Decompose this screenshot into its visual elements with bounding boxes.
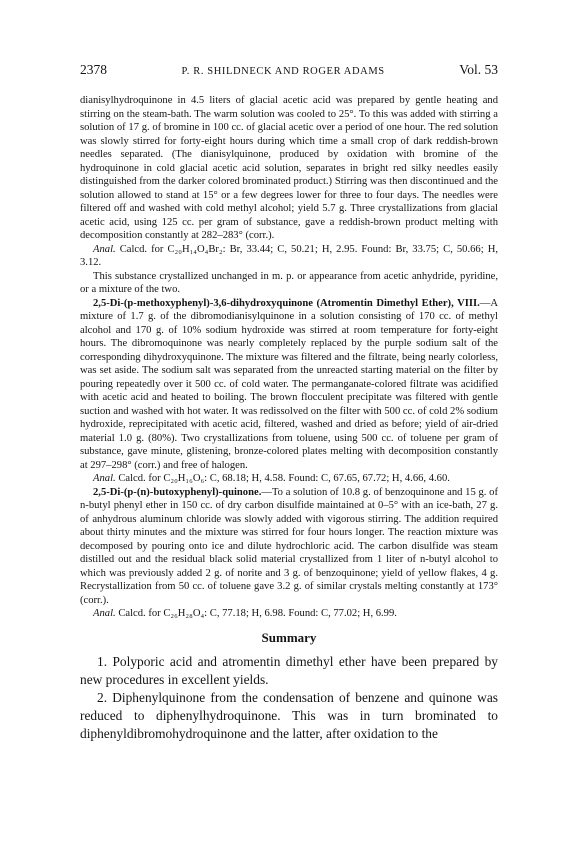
running-header [80,62,498,82]
paragraph-solvent-note: This substance crystallized unchanged in m. p. or appearance from acetic anhydride, pyridine, or a mixture of the two. [80,270,498,295]
paragraph-continued: dianisylhydroquinone in 4.5 liters of glacial acetic acid was prepared by gentle heating and stirring on the steam-bath. The warm solution was cooled to 25°. To this was added with stirring a solution of 17 g. of bromine in 100 cc. of glacial acetic over a period of one hour. The red solution was slowly stirred for forty-eight hours during which time a small crop of dark reddish-brown needles separated. (The dianisylquinone, produced by oxidation with bromine of the hydroquinone in cold glacial acetic acid solution, separates in bright red silky needles easily distinguished from the darker colored brominated product.) Stirring was then discontinued and the solution allowed to stand at 15° or a few degrees lower for three to four days. The needles were filtered off and washed with cold methyl alcohol; yield 5.7 g. Three crystallizations from glacial acetic acid, using 125 cc. per gram of substance, gave a reddish-brown product melting with decomposition constantly at 282–283° (corr.). [80,95,498,241]
anal-values: Calcd. for C₂₀H₁₆O₆: C, 68.18; H, 4.58. Found: C, 67.65, 67.72; H, 4.66, 4.60. [115,473,450,484]
paragraph-atromentin [80,297,498,473]
summary-item-1: 1. Polyporic acid and atromentin dimethyl ether have been prepared by new procedures in excellent yields. [80,653,498,687]
volume-label: Vol. 53 [459,62,498,77]
running-title: P. R. SHILDNECK AND ROGER ADAMS [181,66,385,77]
procedure-text: —A mixture of 1.7 g. of the dibromodianisylquinone in a solution consisting of 170 cc. of methyl alcohol and 170 g. of 10% sodium hydroxide was stirred at room temperature for forty-eight hours. The dibromoquinone was nearly completely replaced by the purple sodium salt of the corresponding dihydroxyquinone. The mixture was filtered and the filtrate, being nearly colorless, was set aside. The sodium salt was separated from the unreacted starting material on the filter by pouring repeatedly over it 500 cc. of cold water. The permanganate-colored filtrate was acidified with acetic acid and heated to boiling. The brown flocculent precipitate was filtered with gentle suction and washed with hot water. It was redissolved on the filter with 500 cc. of cold 2% sodium hydroxide, reprecipitated with acetic acid, filtered, washed and dried as before; yield of air-dried material 1.0 g. (80%). Two crystallizations from toluene, using 500 cc. of toluene per gram of substance, gave minute, glistening, bronze-colored plates melting with decomposition constantly at 297–298° (corr.) and free of halogen. [80,297,498,471]
summary-item-2: 2. Diphenylquinone from the condensation of benzene and quinone was reduced to diphenylhydroquinone. This was in turn brominated to diphenyldibromohydroquinone and the latter, after oxidation to the [80,689,498,741]
analysis-line-2 [80,472,498,486]
page-number: 2378 [80,62,107,77]
anal-label: Anal. [93,473,116,484]
anal-label: Anal. [93,608,116,619]
anal-label: Anal. [93,243,116,255]
procedure-text: —To a solution of 10.8 g. of benzoquinone and 15 g. of n-butyl phenyl ether in 150 cc. of dry carbon disulfide maintained at 0–5° with an ice-bath, 27 g. of anhydrous aluminum chloride was slowly added with vigorous stirring. The addition required about thirty minutes and the mixture was stirred for four hours longer. The reaction mixture was decomposed by pouring onto ice and dilute hydrochloric acid. The carbon disulfide was steam distilled out and the residual black solid material crystallized from 1 liter of n-butyl alcohol to which was previously added 2 g. of norite and 3 g. of benzoquinone; yield of yellow flakes, 4 g. Recrystallization from 50 cc. of toluene gave 3.2 g. of similar crystals melting constantly at 173° (corr.). [80,486,498,606]
compound-heading: 2,5-Di-(p-(n)-butoxyphenyl)-quinone. [93,486,262,498]
anal-values: Calcd. for C₂₆H₂₈O₄: C, 77.18; H, 6.98. Found: C, 77.02; H, 6.99. [115,608,397,619]
experimental-section [80,94,498,621]
compound-heading: 2,5-Di-(p-methoxyphenyl)-3,6-dihydroxyquinone (Atromentin Dimethyl Ether), VIII. [93,297,480,309]
anal-values: Calcd. for C₂₀H₁₄O₄Br₂: Br, 33.44; C, 50.21; H, 2.95. Found: Br, 33.75; C, 50.66; H, 3.12. [80,243,498,268]
summary-heading: Summary [261,629,317,645]
analysis-line-1 [80,243,498,270]
analysis-line-3 [80,607,498,621]
paragraph-butoxyphenyl [80,486,498,608]
summary-section [80,653,498,743]
